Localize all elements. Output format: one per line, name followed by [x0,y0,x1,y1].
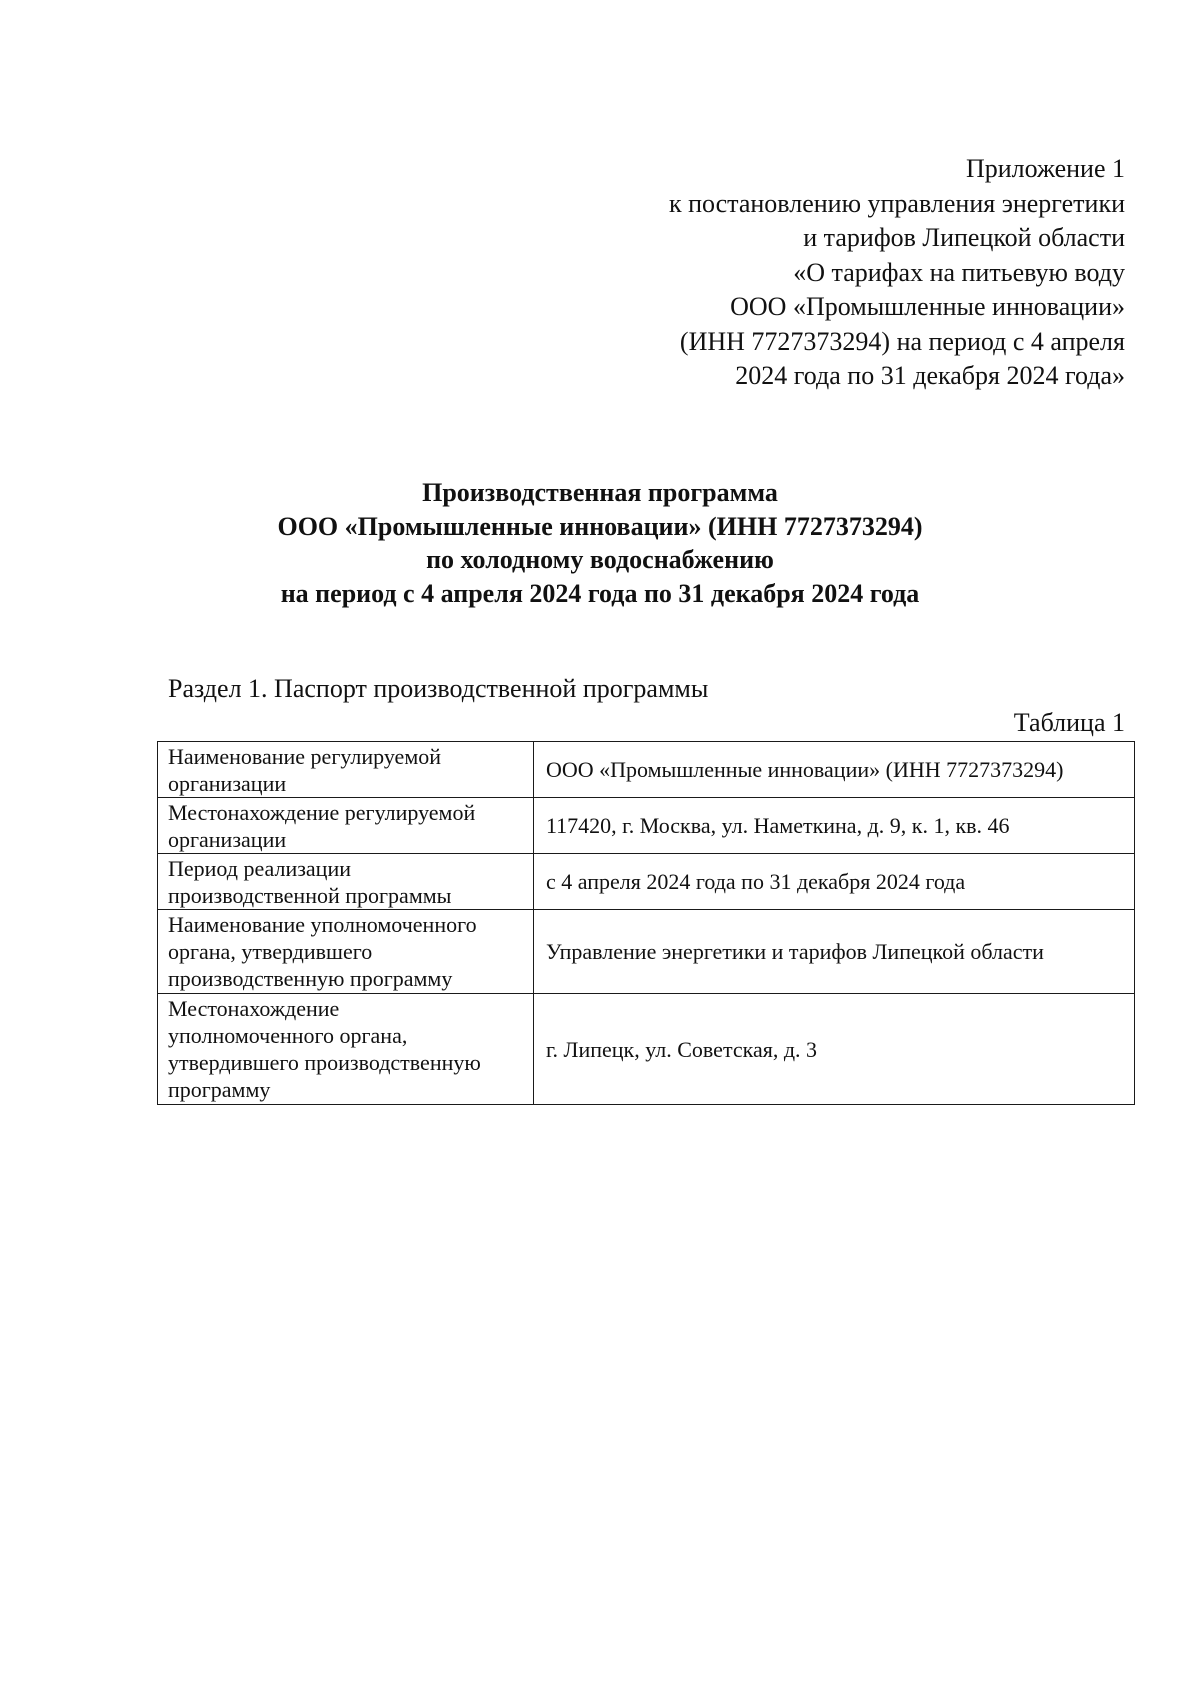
appendix-line: (ИНН 7727373294) на период с 4 апреля [679,326,1125,356]
table-caption: Таблица 1 [1013,708,1125,737]
title-line: Производственная программа [422,478,778,507]
table-row [158,910,1135,994]
appendix-line: «О тарифах на питьевую воду [793,257,1125,287]
appendix-line: ООО «Промышленные инновации» [730,292,1125,321]
title-line: ООО «Промышленные инновации» (ИНН 7727373294) [277,511,923,541]
label-line: утвердившего производственную [168,1050,481,1075]
title-line: на период с 4 апреля 2024 года по 31 декабря 2024 года [280,578,920,608]
label-line: производственной программы [168,882,452,908]
table-cell-label [158,742,534,798]
appendix-line: Приложение 1 [965,154,1125,183]
table-cell-value: ООО «Промышленные инновации» (ИНН 7727373294) [534,742,1135,798]
table-cell-label [158,994,534,1105]
table-cell-label [158,854,534,910]
label-line: Период реализации [168,855,352,881]
label-line: органа, утвердившего [168,939,373,964]
table-cell-value: Управление энергетики и тарифов Липецкой области [534,910,1135,994]
table-cell-value: г. Липецк, ул. Советская, д. 3 [534,994,1135,1105]
appendix-header [565,152,1125,394]
table-row [158,798,1135,854]
appendix-line: 2024 года по 31 декабря 2024 года» [735,361,1125,390]
label-line: организации [168,826,287,852]
document-title [0,476,1200,610]
appendix-line: и тарифов Липецкой области [803,223,1125,252]
label-line: программу [168,1077,271,1102]
table-cell-label [158,798,534,854]
label-line: Местонахождение [168,996,340,1021]
appendix-line: к постановлению управления энергетики [668,188,1125,218]
table-row [158,854,1135,910]
table-row [158,994,1135,1105]
passport-table [157,741,1135,1105]
table-cell-label [158,910,534,994]
label-line: Наименование регулируемой [168,743,442,769]
label-line: организации [168,770,287,796]
section-heading: Раздел 1. Паспорт производственной программы [168,674,709,703]
title-line: по холодному водоснабжению [426,545,774,574]
label-line: производственную программу [168,966,453,991]
table-row [158,742,1135,798]
label-line: Местонахождение регулируемой [168,799,476,825]
table-cell-value: 117420, г. Москва, ул. Наметкина, д. 9, к. 1, кв. 46 [534,798,1135,854]
table-cell-value: с 4 апреля 2024 года по 31 декабря 2024 года [534,854,1135,910]
label-line: Наименование уполномоченного [168,912,477,937]
label-line: уполномоченного органа, [168,1023,408,1048]
